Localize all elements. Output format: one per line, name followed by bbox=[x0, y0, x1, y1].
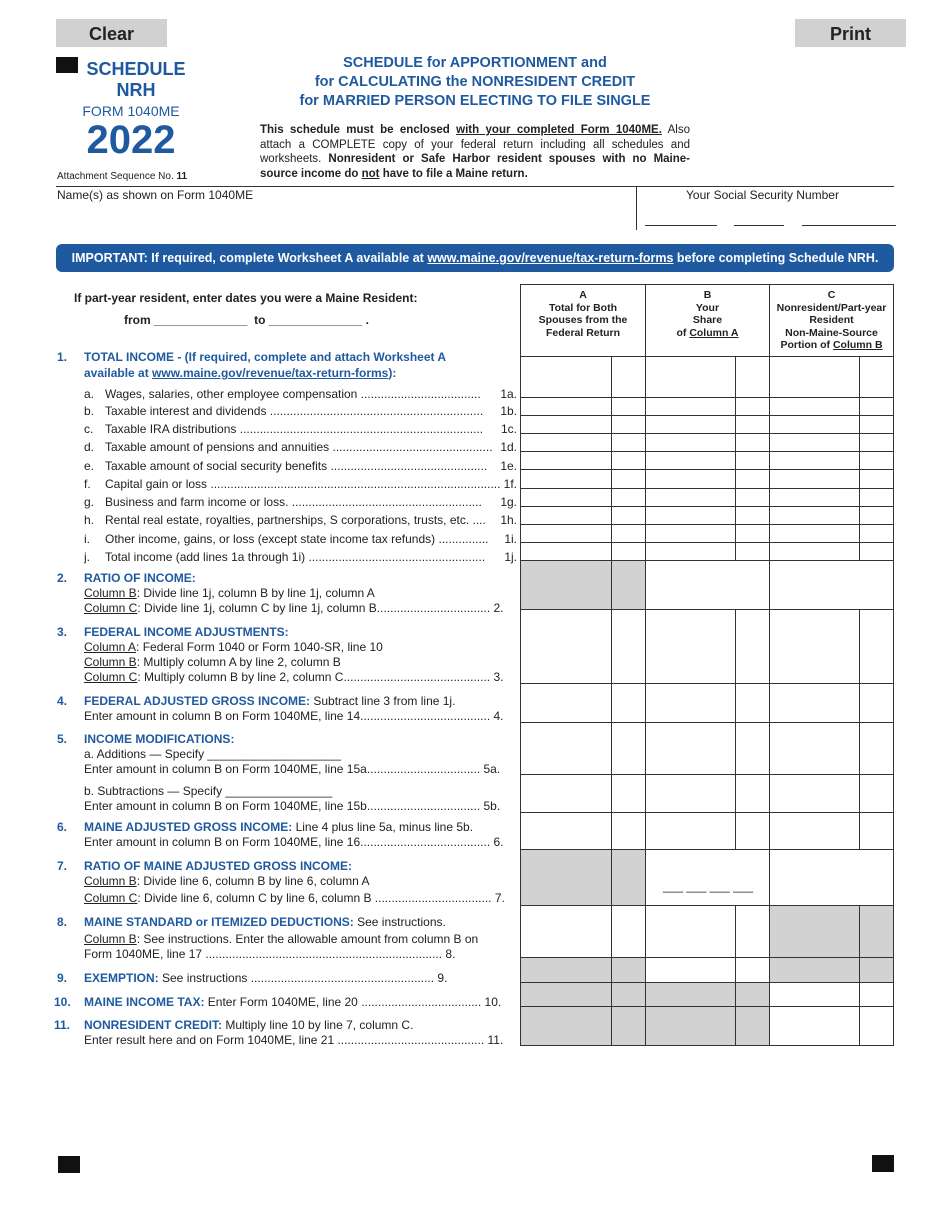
resident-prompt: If part-year resident, enter dates you were a Maine Resident: bbox=[74, 291, 418, 305]
line-7-column-c bbox=[84, 891, 505, 905]
line-3-column-a bbox=[84, 640, 383, 654]
title-line-3: for MARRIED PERSON ELECTING TO FILE SINGLE bbox=[299, 93, 651, 109]
column-b-line-3 bbox=[646, 327, 769, 340]
line-6-title: MAINE ADJUSTED GROSS INCOME: bbox=[84, 820, 293, 834]
column-c-line-3: Non-Maine-Source bbox=[785, 326, 878, 339]
line-5-heading: INCOME MODIFICATIONS: bbox=[84, 732, 235, 746]
shade-9c bbox=[769, 958, 894, 982]
line-9-title: EXEMPTION: bbox=[84, 971, 159, 985]
line-5a-specify[interactable]: a. Additions — Specify ____________________ bbox=[84, 747, 341, 761]
line-item-ref: 1a. bbox=[500, 387, 517, 401]
line-7-number: 7. bbox=[57, 859, 68, 873]
shade-8c bbox=[769, 905, 894, 958]
line-item-text: Capital gain or loss ....................................................................................... bbox=[105, 477, 501, 491]
column-b-line-2: Share bbox=[692, 314, 723, 326]
line-6-number: 6. bbox=[57, 820, 68, 834]
line-2-column-b-text: : Divide line 1j, column B by line 1j, column A bbox=[136, 586, 375, 600]
line-item-ref: 1g. bbox=[500, 495, 517, 509]
column-c-line-4-underline: Column B bbox=[832, 339, 883, 351]
line-3-column-c-label: Column C bbox=[84, 670, 138, 684]
line-item-letter: d. bbox=[84, 440, 95, 454]
line-3-column-c bbox=[84, 670, 503, 684]
column-b-line-1: Your bbox=[695, 301, 720, 314]
line-7-column-b-label: Column B bbox=[84, 874, 137, 888]
clear-button[interactable]: Clear bbox=[56, 19, 167, 47]
line-3-column-a-label: Column A bbox=[84, 640, 137, 654]
line-item-letter: a. bbox=[84, 387, 95, 401]
line-4-number: 4. bbox=[57, 694, 68, 708]
column-a-letter: A bbox=[579, 289, 587, 301]
line-1g-row bbox=[84, 495, 517, 509]
line-11-title: NONRESIDENT CREDIT: bbox=[84, 1018, 223, 1032]
line-1-heading: TOTAL INCOME - (If required, complete and attach Worksheet A bbox=[84, 350, 447, 364]
line-3-column-c-text: : Multiply column B by line 2, column C............................................ 3. bbox=[137, 670, 504, 684]
line-item-text: Taxable amount of social security benefits ............................................... bbox=[105, 459, 488, 473]
line-3-heading: FEDERAL INCOME ADJUSTMENTS: bbox=[84, 625, 289, 639]
column-a-line-1: Total for Both bbox=[548, 301, 618, 314]
line-8-column-b bbox=[84, 932, 478, 946]
line-item-text: Rental real estate, royalties, partnerships, S corporations, trusts, etc. .... bbox=[105, 513, 486, 527]
from-label: from bbox=[124, 313, 151, 327]
line-1j-row bbox=[84, 550, 517, 564]
column-a-heading bbox=[521, 289, 645, 339]
attachment-number: 11 bbox=[176, 171, 188, 182]
column-c-line-4-prefix: Portion of bbox=[780, 339, 833, 351]
line-7-column-b-text: : Divide line 6, column B by line 6, column A bbox=[136, 874, 370, 888]
line-3-column-b-text: : Multiply column A by line 2, column B bbox=[136, 655, 341, 669]
line-2-column-b-label: Column B bbox=[84, 586, 137, 600]
attachment-label: Attachment Sequence No. bbox=[57, 171, 174, 182]
line-1-available: available at bbox=[84, 366, 153, 380]
line-5-number: 5. bbox=[57, 732, 68, 746]
line-11-text: Enter result here and on Form 1040ME, line 21 ............................................ 11. bbox=[84, 1033, 504, 1047]
to-date[interactable]: ______________ bbox=[268, 313, 363, 327]
line-1h-row bbox=[84, 513, 517, 527]
shade-7a bbox=[520, 850, 645, 905]
line-6-instruction: Line 4 plus line 5a, minus line 5b. bbox=[292, 820, 474, 834]
shade-2a bbox=[520, 561, 645, 609]
line-8-text: Form 1040ME, line 17 ....................................................................... 8. bbox=[84, 947, 456, 961]
line-2-column-c-text: : Divide line 1j, column C by line 1j, column B.................................. 2. bbox=[137, 601, 504, 615]
line-1-heading-2 bbox=[84, 366, 396, 380]
line-9-instruction: See instructions ....................................................... 9. bbox=[158, 971, 448, 985]
line-8-number: 8. bbox=[57, 915, 68, 929]
column-b-letter: B bbox=[703, 289, 712, 301]
column-c-heading bbox=[770, 289, 893, 352]
banner-link[interactable]: www.maine.gov/revenue/tax-return-forms bbox=[427, 251, 674, 265]
line-item-ref: 1j. bbox=[504, 550, 517, 564]
form-number: FORM 1040ME bbox=[82, 103, 180, 119]
intro-p3: Nonresident or Safe Harbor resident spouses with no Maine-source income do bbox=[260, 153, 690, 180]
line-item-ref: 1f. bbox=[503, 477, 517, 491]
line-7-column-c-label: Column C bbox=[84, 891, 138, 905]
line-9-number: 9. bbox=[57, 971, 68, 985]
line-11-number: 11. bbox=[54, 1018, 71, 1032]
shade-9a bbox=[520, 958, 645, 982]
title-line-2: for CALCULATING the NONRESIDENT CREDIT bbox=[314, 74, 636, 90]
line-7-column-c-text: : Divide line 6, column C by line 6, column B ................................... 7. bbox=[137, 891, 505, 905]
line-item-ref: 1c. bbox=[500, 422, 517, 436]
shade-10ab bbox=[520, 982, 769, 1006]
line-item-text: Taxable amount of pensions and annuities ................................................ bbox=[105, 440, 493, 454]
line-item-text: Taxable interest and dividends ................................................................ bbox=[105, 404, 484, 418]
line-3-column-b-label: Column B bbox=[84, 655, 137, 669]
line-5b-specify[interactable]: b. Subtractions — Specify ________________ bbox=[84, 784, 333, 798]
line-1-number: 1. bbox=[57, 350, 68, 364]
line-8-heading bbox=[84, 915, 446, 929]
line-1-colon: ): bbox=[388, 366, 397, 380]
line-4-heading bbox=[84, 694, 455, 708]
ratio-blank-7b[interactable]: ___ ___ ___ ___ bbox=[663, 879, 754, 893]
line-1-link[interactable]: www.maine.gov/revenue/tax-return-forms bbox=[152, 366, 389, 380]
name-label: Name(s) as shown on Form 1040ME bbox=[57, 188, 254, 202]
line-item-letter: j. bbox=[84, 550, 90, 564]
line-item-letter: b. bbox=[84, 404, 95, 418]
line-item-letter: h. bbox=[84, 513, 95, 527]
line-4-instruction: Subtract line 3 from line 1j. bbox=[310, 694, 456, 708]
from-date[interactable]: ______________ bbox=[154, 313, 248, 327]
schedule-code: NRH bbox=[116, 80, 156, 100]
line-item-letter: i. bbox=[84, 532, 90, 546]
line-3-number: 3. bbox=[57, 625, 68, 639]
intro-p1-underline: with your completed Form 1040ME. bbox=[456, 124, 662, 136]
dates-end: . bbox=[365, 313, 369, 327]
line-10-heading bbox=[84, 995, 501, 1009]
line-item-text: Other income, gains, or loss (except state income tax refunds) ............... bbox=[105, 532, 489, 546]
line-item-ref: 1b. bbox=[500, 404, 517, 418]
column-b-line-3-underline: Column A bbox=[689, 326, 739, 339]
line-item-ref: 1i. bbox=[504, 532, 517, 546]
line-item-text: Taxable IRA distributions ......................................................................... bbox=[105, 422, 484, 436]
line-3-column-b bbox=[84, 655, 341, 669]
line-7-heading: RATIO OF MAINE ADJUSTED GROSS INCOME: bbox=[84, 859, 353, 873]
line-item-ref: 1e. bbox=[500, 459, 517, 473]
line-4-text: Enter amount in column B on Form 1040ME, line 14....................................... 4. bbox=[84, 709, 504, 723]
line-5a-text: Enter amount in column B on Form 1040ME, line 15a.................................. 5a. bbox=[84, 762, 501, 776]
intro-p4: have to file a Maine return. bbox=[379, 167, 528, 180]
line-1f-row bbox=[84, 477, 517, 491]
line-6-text: Enter amount in column B on Form 1040ME, line 16....................................... 6. bbox=[84, 835, 504, 849]
line-item-ref: 1h. bbox=[500, 513, 517, 527]
line-8-column-b-label: Column B bbox=[84, 932, 137, 946]
intro-p3-underline: not bbox=[361, 167, 380, 180]
line-1b-row bbox=[84, 404, 517, 418]
intro-p2: Also attach a COMPLETE copy of your federal return including all schedules and worksheets. bbox=[260, 124, 691, 165]
line-2-column-c bbox=[84, 601, 504, 615]
line-item-letter: f. bbox=[84, 477, 91, 491]
banner-text: IMPORTANT: If required, complete Worksheet A available at bbox=[71, 251, 428, 265]
line-10-number: 10. bbox=[54, 995, 71, 1009]
banner-text-end: before completing Schedule NRH. bbox=[673, 251, 879, 265]
line-3-column-a-text: : Federal Form 1040 or Form 1040-SR, line 10 bbox=[136, 640, 383, 654]
line-8-column-b-text: : See instructions. Enter the allowable amount from column B on bbox=[136, 932, 479, 946]
line-2-column-b bbox=[84, 586, 375, 600]
line-11-heading bbox=[84, 1018, 413, 1032]
line-8-title: MAINE STANDARD or ITEMIZED DEDUCTIONS: bbox=[84, 915, 354, 929]
line-6-heading bbox=[84, 820, 473, 834]
line-2-number: 2. bbox=[57, 571, 68, 585]
shade-11ab bbox=[520, 1006, 769, 1046]
line-1i-row bbox=[84, 532, 517, 546]
print-button[interactable]: Print bbox=[795, 19, 906, 47]
line-8-instruction: See instructions. bbox=[353, 915, 446, 929]
line-item-letter: c. bbox=[84, 422, 94, 436]
line-item-letter: e. bbox=[84, 459, 95, 473]
line-2-heading: RATIO OF INCOME: bbox=[84, 571, 196, 585]
line-5b-text: Enter amount in column B on Form 1040ME, line 15b.................................. 5b. bbox=[84, 799, 501, 813]
shaded-cells bbox=[520, 561, 894, 1046]
line-item-text: Business and farm income or loss. ......................................................... bbox=[105, 495, 482, 509]
to-label: to bbox=[254, 313, 266, 327]
line-item-text: Wages, salaries, other employee compensation .................................... bbox=[105, 387, 481, 401]
line-1a-row bbox=[84, 387, 517, 401]
line-9-heading bbox=[84, 971, 447, 985]
line-item-text: Total income (add lines 1a through 1i) ..................................................... bbox=[105, 550, 486, 564]
line-1c-row bbox=[84, 422, 517, 436]
line-10-title: MAINE INCOME TAX: bbox=[84, 995, 205, 1009]
line-item-letter: g. bbox=[84, 495, 95, 509]
line-7-column-b bbox=[84, 874, 369, 888]
column-c-line-4 bbox=[770, 339, 893, 352]
line-1e-row bbox=[84, 459, 517, 473]
line-2-column-c-label: Column C bbox=[84, 601, 138, 615]
column-b-line-3-prefix: of bbox=[676, 326, 690, 339]
ssn-label: Your Social Security Number bbox=[686, 188, 839, 202]
column-b-heading bbox=[646, 289, 769, 339]
line-11-instruction: Multiply line 10 by line 7, column C. bbox=[222, 1018, 414, 1032]
column-c-letter: C bbox=[827, 289, 836, 301]
line-4-title: FEDERAL ADJUSTED GROSS INCOME: bbox=[84, 694, 311, 708]
title-line-1: SCHEDULE for APPORTIONMENT and bbox=[343, 55, 607, 71]
line-item-ref: 1d. bbox=[500, 440, 517, 454]
column-a-line-3: Federal Return bbox=[545, 326, 621, 339]
column-a-line-2: Spouses from the bbox=[538, 314, 628, 326]
column-c-line-2: Resident bbox=[809, 314, 854, 326]
line-1d-row bbox=[84, 440, 517, 454]
line-10-instruction: Enter Form 1040ME, line 20 .................................... 10. bbox=[204, 995, 502, 1009]
column-c-line-1: Nonresident/Part-year bbox=[776, 301, 887, 314]
schedule-word: SCHEDULE bbox=[86, 59, 186, 79]
intro-p1: This schedule must be enclosed bbox=[260, 124, 457, 136]
tax-year: 2022 bbox=[86, 118, 176, 162]
